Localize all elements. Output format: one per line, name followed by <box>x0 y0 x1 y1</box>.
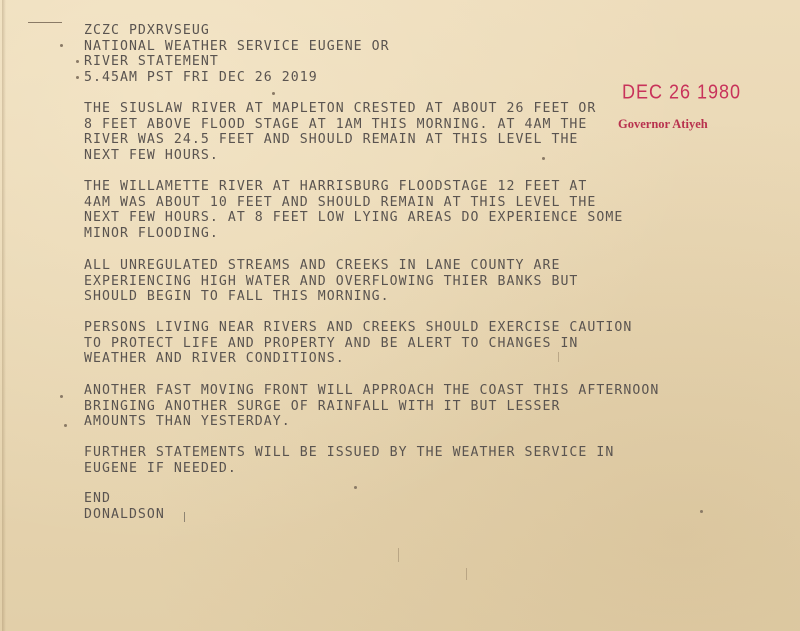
office-stamp: Governor Atiyeh <box>618 117 708 131</box>
statement-line: 8 FEET ABOVE FLOOD STAGE AT 1AM THIS MORNING. AT 4AM THE <box>84 116 588 132</box>
punch-dot <box>354 486 357 489</box>
received-date-stamp: DEC 26 1980 <box>622 80 742 103</box>
statement-line: FURTHER STATEMENTS WILL BE ISSUED BY THE WEATHER SERVICE IN <box>84 445 615 460</box>
punch-dot <box>76 76 79 79</box>
statement-line: WEATHER AND RIVER CONDITIONS. <box>84 351 345 367</box>
statement-line: AMOUNTS THAN YESTERDAY. <box>84 414 291 430</box>
paragraph-lane-county <box>84 258 578 305</box>
paragraph-front <box>84 383 659 430</box>
margin-dash-mark <box>28 22 62 23</box>
statement-line: THE WILLAMETTE RIVER AT HARRISBURG FLOODSTAGE 12 FEET AT <box>84 179 588 194</box>
punch-dot <box>76 60 79 63</box>
paragraph-further <box>84 445 614 476</box>
statement-line: 4AM WAS ABOUT 10 FEET AND SHOULD REMAIN AT THIS LEVEL THE <box>84 194 597 210</box>
paragraph-siuslaw <box>84 101 596 163</box>
pen-mark <box>184 512 185 522</box>
paragraph-willamette <box>84 179 623 241</box>
punch-dot <box>272 92 275 95</box>
punch-dot <box>64 424 67 427</box>
header-line: 5.45AM PST FRI DEC 26 2019 <box>84 69 318 85</box>
statement-line: NEXT FEW HOURS. AT 8 FEET LOW LYING AREAS DO EXPERIENCE SOME <box>84 210 624 226</box>
paper-scuff <box>466 568 467 580</box>
punch-dot <box>60 395 63 398</box>
statement-line: ALL UNREGULATED STREAMS AND CREEKS IN LANE COUNTY ARE <box>84 258 561 273</box>
statement-line: RIVER WAS 24.5 FEET AND SHOULD REMAIN AT THIS LEVEL THE <box>84 132 579 148</box>
footer-line: END <box>84 491 111 506</box>
statement-line: PERSONS LIVING NEAR RIVERS AND CREEKS SHOULD EXERCISE CAUTION <box>84 320 633 335</box>
header-line: ZCZC PDXRVSEUG <box>84 23 210 38</box>
punch-dot <box>700 510 703 513</box>
statement-line: MINOR FLOODING. <box>84 225 219 241</box>
statement-line: THE SIUSLAW RIVER AT MAPLETON CRESTED AT ABOUT 26 FEET OR <box>84 101 597 116</box>
statement-line: NEXT FEW HOURS. <box>84 147 219 163</box>
paper-scuff <box>398 548 399 562</box>
statement-line: ANOTHER FAST MOVING FRONT WILL APPROACH THE COAST THIS AFTERNOON <box>84 383 660 398</box>
statement-line: EXPERIENCING HIGH WATER AND OVERFLOWING THIER BANKS BUT <box>84 273 579 289</box>
header-line: NATIONAL WEATHER SERVICE EUGENE OR <box>84 38 390 54</box>
header-line: RIVER STATEMENT <box>84 54 219 70</box>
statement-line: TO PROTECT LIFE AND PROPERTY AND BE ALERT TO CHANGES IN <box>84 335 579 351</box>
statement-line: SHOULD BEGIN TO FALL THIS MORNING. <box>84 289 390 305</box>
statement-line: BRINGING ANOTHER SURGE OF RAINFALL WITH IT BUT LESSER <box>84 398 561 414</box>
paragraph-caution <box>84 320 632 367</box>
footer-line: DONALDSON <box>84 506 165 522</box>
header-block <box>84 23 390 85</box>
punch-dot <box>60 44 63 47</box>
footer-block <box>84 491 165 522</box>
statement-line: EUGENE IF NEEDED. <box>84 460 237 476</box>
